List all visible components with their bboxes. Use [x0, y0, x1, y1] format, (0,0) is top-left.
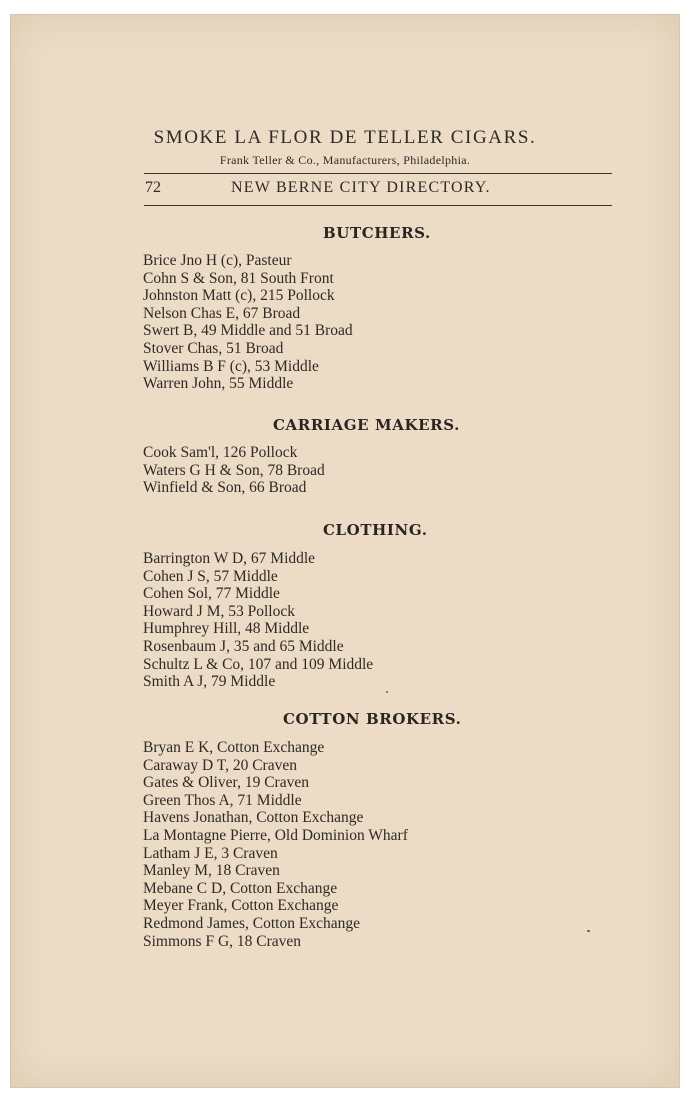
list-item: Waters G H & Son, 78 Broad [143, 461, 325, 479]
list-item: Havens Jonathan, Cotton Exchange [143, 809, 364, 827]
list-item: La Montagne Pierre, Old Dominion Wharf [143, 826, 408, 844]
list-item: Latham J E, 3 Craven [143, 844, 278, 862]
header-rule-top [144, 173, 612, 174]
list-item: Rosenbaum J, 35 and 65 Middle [143, 637, 344, 655]
section-heading-cotton-brokers: COTTON BROKERS. [283, 710, 462, 728]
list-item: Stover Chas, 51 Broad [143, 339, 284, 357]
section-list-cotton-brokers [143, 739, 408, 950]
list-item: Cohen Sol, 77 Middle [143, 585, 280, 603]
list-item: Smith A J, 79 Middle [143, 673, 276, 691]
section-list-clothing [143, 550, 373, 691]
list-item: Green Thos A, 71 Middle [143, 791, 302, 809]
list-item: Nelson Chas E, 67 Broad [143, 304, 301, 322]
list-item: Warren John, 55 Middle [143, 375, 294, 393]
paper-speck [386, 691, 388, 693]
list-item: Williams B F (c), 53 Middle [143, 357, 319, 375]
list-item: Swert B, 49 Middle and 51 Broad [143, 322, 353, 340]
running-head: NEW BERNE CITY DIRECTORY. [231, 179, 491, 196]
list-item: Manley M, 18 Craven [143, 862, 280, 880]
list-item: Humphrey Hill, 48 Middle [143, 620, 310, 638]
advert-title: SMOKE LA FLOR DE TELLER CIGARS. [153, 127, 537, 148]
list-item: Schultz L & Co, 107 and 109 Middle [143, 655, 374, 673]
list-item: Barrington W D, 67 Middle [143, 550, 316, 567]
section-heading-carriage-makers: CARRIAGE MAKERS. [273, 416, 460, 434]
list-item: Winfield & Son, 66 Broad [143, 479, 307, 497]
list-item: Johnston Matt (c), 215 Pollock [143, 287, 335, 305]
page-number: 72 [145, 179, 161, 196]
section-heading-butchers: BUTCHERS. [323, 224, 431, 242]
header-rule-bottom [144, 205, 612, 206]
list-item: Cohn S & Son, 81 South Front [143, 269, 334, 287]
directory-page [10, 14, 680, 1088]
list-item: Howard J M, 53 Pollock [143, 602, 295, 620]
list-item: Caraway D T, 20 Craven [143, 756, 297, 774]
list-item: Cook Sam'l, 126 Pollock [143, 444, 298, 461]
section-list-carriage-makers [143, 444, 325, 497]
list-item: Bryan E K, Cotton Exchange [143, 739, 325, 756]
list-item: Cohen J S, 57 Middle [143, 567, 278, 585]
list-item: Simmons F G, 18 Craven [143, 932, 302, 950]
list-item: Mebane C D, Cotton Exchange [143, 879, 338, 897]
paper-speck [587, 930, 590, 932]
advert-subtitle: Frank Teller & Co., Manufacturers, Philadelphia. [219, 153, 471, 167]
list-item: Meyer Frank, Cotton Exchange [143, 897, 339, 915]
list-item: Gates & Oliver, 19 Craven [143, 774, 309, 792]
list-item: Brice Jno H (c), Pasteur [143, 252, 292, 269]
list-item: Redmond James, Cotton Exchange [143, 914, 360, 932]
section-heading-clothing: CLOTHING. [323, 521, 428, 539]
section-list-butchers [143, 252, 353, 393]
